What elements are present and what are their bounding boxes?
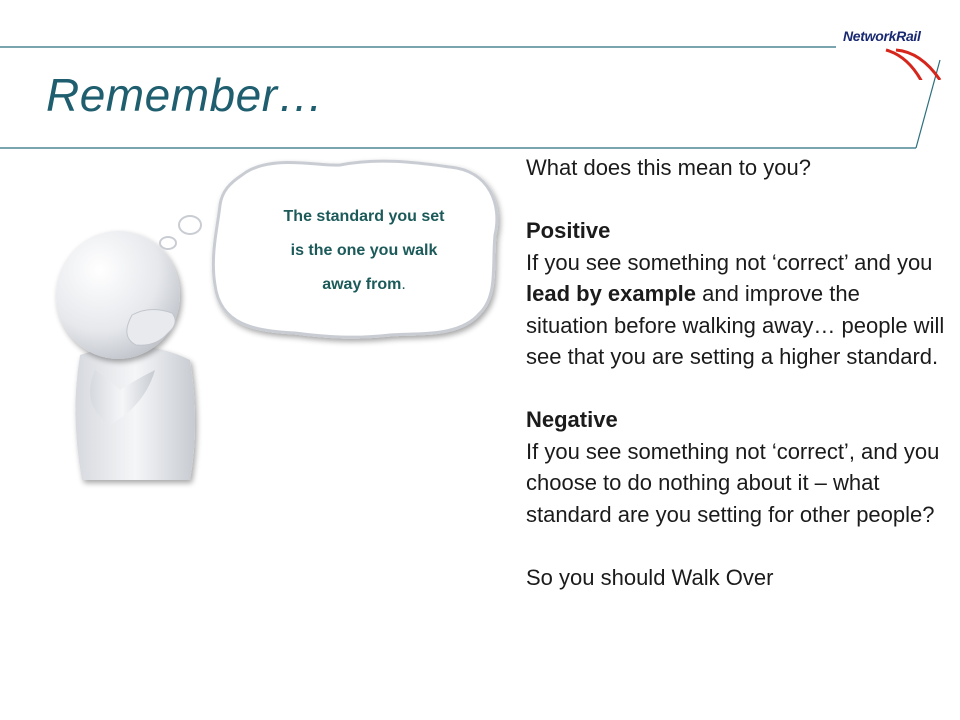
positive-heading: Positive xyxy=(526,218,611,243)
logo-text: NetworkRail xyxy=(843,28,921,44)
bubble-line-3-bold: away from xyxy=(322,276,402,293)
thought-bubble-text xyxy=(232,200,496,302)
negative-text: If you see something not ‘correct’, and you choose to do nothing about it – what standard are you setting for other people? xyxy=(526,438,940,527)
slide-title: Remember… xyxy=(46,69,325,121)
positive-text-bold: lead by example xyxy=(526,281,696,306)
bubble-line-1: The standard you set xyxy=(283,208,445,225)
positive-text-end: and improve the situation before walking away… people will see that you are setting a higher standard. xyxy=(526,281,945,369)
conclusion-text: So you should Walk Over xyxy=(526,564,774,590)
negative-heading: Negative xyxy=(526,407,618,432)
positive-text xyxy=(526,247,946,373)
bubble-line-3 xyxy=(232,268,496,302)
positive-text-start: If you see something not ‘correct’ and you xyxy=(526,249,933,275)
bubble-line-3-end: . xyxy=(401,276,406,293)
bubble-line-2: is the one you walk xyxy=(290,242,438,259)
content-text xyxy=(526,152,946,593)
question-text: What does this mean to you? xyxy=(526,155,811,180)
